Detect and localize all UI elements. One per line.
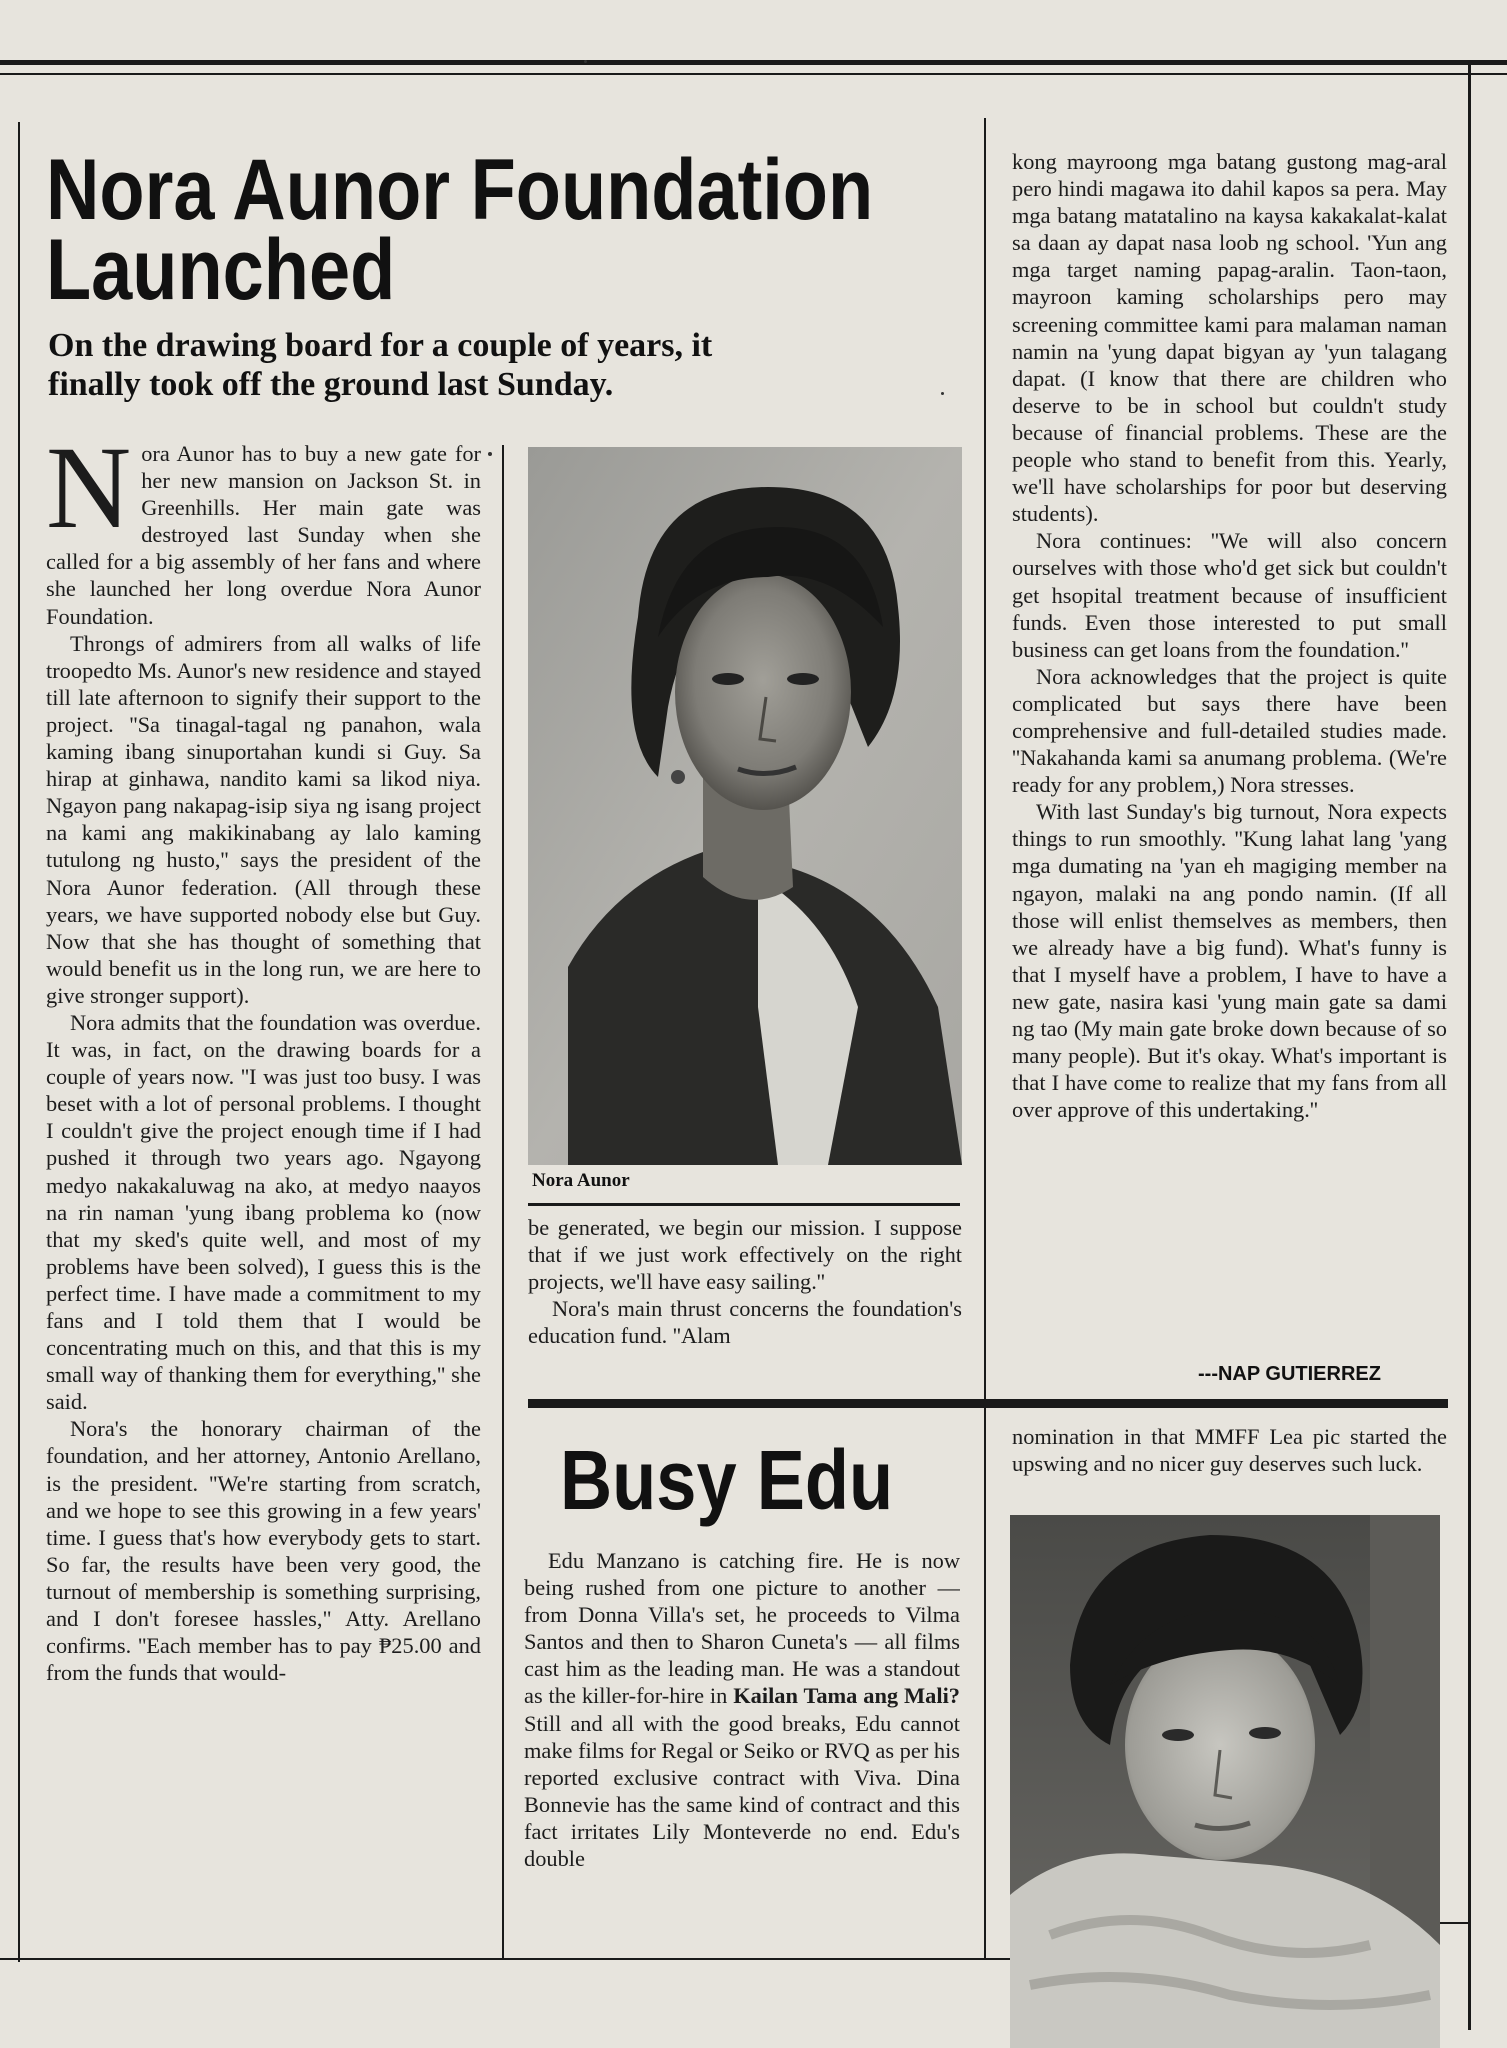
article-paragraph-5: be generated, we begin our mission. I suppose that if we just work effectively on the right projects, we'll have easy sailing.'' bbox=[528, 1215, 962, 1295]
column-rule-1 bbox=[502, 445, 504, 1960]
article-paragraph-8: Nora continues: ''We will also concern ourselves with those who'd get sick but couldn't get hsopital treatment because of insufficient funds. Even those interested to put small business can get loans from the foundation.'' bbox=[1012, 528, 1447, 662]
article-paragraph-4: Nora's the honorary chairman of the foundation, and her attorney, Antonio Arellano, is the president. ''We're starting from scratch, and we hope to see this growing in a few years' time. I guess that's how everybody gets to start. So far, the results have been very good, the turnout of membership is something surprising, and I don't foresee hassles," Atty. Arellano confirms. ''Each member has to pay ₱25.00 and from the funds that would- bbox=[46, 1416, 481, 1686]
right-rule-top bbox=[1468, 62, 1471, 2030]
column-rule-2 bbox=[984, 118, 986, 1960]
bottom-right-rule bbox=[1440, 1922, 1470, 1924]
section-divider bbox=[528, 1399, 1448, 1408]
print-speck bbox=[584, 60, 587, 63]
article-headline-line2: Launched bbox=[46, 222, 396, 318]
article-paragraph-9: Nora acknowledges that the project is quite complicated but says there have been comprehensive and full-detailed studies made. ''Nakahanda kami sa anumang problema. (We're ready for any problem,) Nora stresses. bbox=[1012, 663, 1447, 798]
article-paragraph-2: Throngs of admirers from all walks of life troopedto Ms. Aunor's new residence and stayed till late afternoon to signify their support to the project. ''Sa tinagal-tagal ng panahon, wala kaming ibang sinuportahan kundi si Guy. Sa hirap at ginhawa, nandito kami sa likod niya. Ngayon pang nakapag-isip siya ng isang project na kami ang makikinabang ay lalo kaming tutulong ng husto,'' says the president of the Nora Aunor federation. (All through these years, we have supported nobody else but Guy. Now that she has thought of something that would benefit us in the long run, we are here to give stronger support). bbox=[46, 630, 481, 1008]
nora-aunor-photo bbox=[528, 447, 962, 1165]
article-column-2 bbox=[528, 1214, 962, 1390]
busy-edu-headline: Busy Edu bbox=[560, 1433, 894, 1527]
print-speck bbox=[488, 452, 492, 456]
article-paragraph-1: ora Aunor has to buy a new gate for her new mansion on Jackson St. in Greenhills. Her main gate was destroyed last Sunday when she called for a big assembly of her fans and where she launched her long overdue Nora Aunor Foundation. bbox=[46, 441, 481, 629]
article-paragraph-6: Nora's main thrust concerns the foundation's education fund. ''Alam bbox=[528, 1296, 962, 1349]
print-speck bbox=[941, 392, 944, 395]
busy-edu-column-1 bbox=[524, 1547, 960, 1935]
article-deck-line1: On the drawing board for a couple of years, it bbox=[48, 327, 713, 364]
article-paragraph-3: Nora admits that the foundation was overdue. It was, in fact, on the drawing boards for a couple of years now. ''I was just too busy. I was beset with a lot of personal problems. I thought I couldn't give the project enough time if I had pushed it through two years ago. Ngayong medyo nakakaluwag na ako, at medyo naayos na rin naman 'yung ibang problema ko (now that my sked's quite well, and most of my problems have been solved), I guess this is the perfect time. I have made a commitment to my fans and I told them that I would be concentrating much on this, and that this is my small way of thanking them for everything,'' she said. bbox=[46, 1009, 481, 1415]
article-column-3 bbox=[1012, 148, 1447, 1370]
top-rule-thick bbox=[0, 60, 1507, 65]
bottom-frame-rule bbox=[0, 1958, 1010, 1960]
article-paragraph-10: With last Sunday's big turnout, Nora expects things to run smoothly. ''Kung lahat lang 'yang mga dumating na 'yan eh magiging member na ngayon, malaki na ang pondo namin. (If all those will enlist themselves as members, then we already have a big fund). What's funny is that I myself have a problem, I have to have a new gate, nasira kasi 'yung main gate sa dami ng tao (My main gate broke down because of so many people). But it's okay. What's important is that I have come to realize that my fans from all over approve of this undertaking.'' bbox=[1012, 799, 1447, 1123]
article-headline-line1: Nora Aunor Foundation bbox=[46, 142, 874, 238]
edu-manzano-photo bbox=[1010, 1515, 1440, 2048]
film-title: Kailan Tama ang Mali? bbox=[733, 1683, 960, 1709]
top-rule-thin bbox=[0, 73, 1507, 75]
drop-cap: N bbox=[46, 440, 132, 553]
photo-caption: Nora Aunor bbox=[532, 1170, 630, 1191]
busy-edu-column-2 bbox=[1012, 1423, 1447, 1513]
busy-edu-paragraph-2: nomination in that MMFF Lea pic started the upswing and no nicer guy deserves such luck. bbox=[1012, 1424, 1447, 1477]
article-paragraph-7: kong mayroong mga batang gustong mag-aral pero hindi magawa ito dahil kapos sa pera. May mga batang matatalino na kaysa kakakalat-kalat sa daan ay dapat nasa loob ng school. 'Yun ang mga target naming papag-aralin. Taon-taon, mayroon kaming scholarships pero may screening committee kami para malaman naman namin na 'yung dapat bigyan ay 'yun talagang dapat. (I know that there are children who deserve to be in school but couldn't study because of financial problems. These are the people who stand to benefit from this. Yearly, we'll have scholarships for poor but deserving students). bbox=[1012, 149, 1447, 527]
left-frame-rule bbox=[18, 122, 20, 1962]
byline: ---NAP GUTIERREZ bbox=[1198, 1363, 1381, 1385]
busy-edu-paragraph-end: Still and all with the good breaks, Edu cannot make films for Regal or Seiko or RVQ as per his reported exclusive contract with Viva. Dina Bonnevie has the same kind of contract and this fact irritates Lily Monteverde no end. Edu's double bbox=[524, 1710, 960, 1872]
caption-rule bbox=[528, 1203, 960, 1206]
busy-edu-paragraph-start: Edu Manzano is catching fire. He is now being rushed from one picture to another — from Donna Villa's set, he proceeds to Vilma Santos and then to Sharon Cuneta's — all films cast him as the leading man. He was a standout as the killer-for-hire in bbox=[524, 1548, 960, 1709]
article-column-1 bbox=[46, 440, 481, 1945]
article-deck-line2: finally took off the ground last Sunday. bbox=[48, 366, 614, 403]
